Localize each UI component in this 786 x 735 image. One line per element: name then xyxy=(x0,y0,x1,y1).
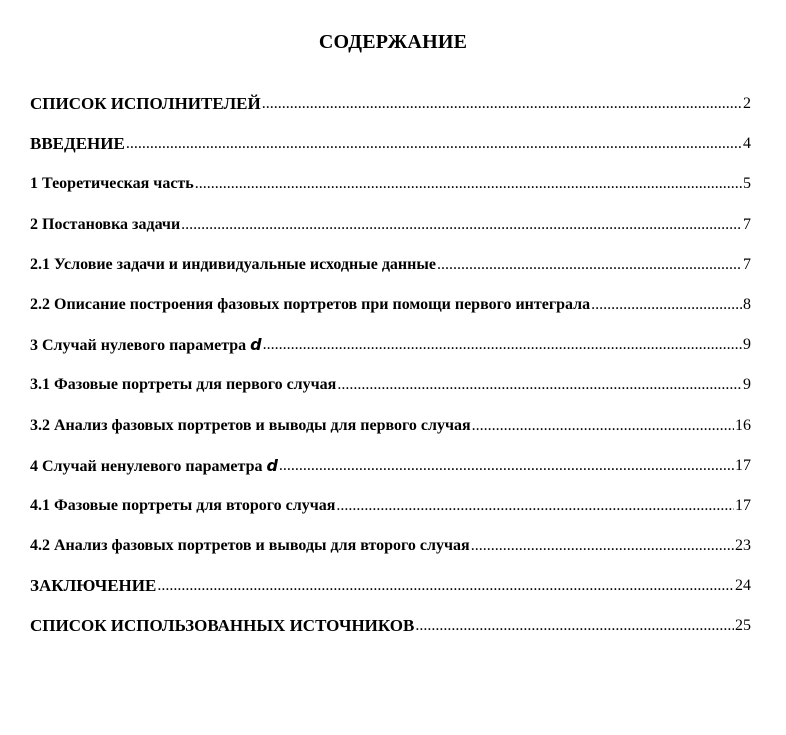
dot-leader xyxy=(472,415,734,437)
toc-page-number: 23 xyxy=(735,537,751,555)
page-title: СОДЕРЖАНИЕ xyxy=(318,31,468,53)
toc-page-number: 17 xyxy=(735,456,751,474)
toc-page-number: 7 xyxy=(743,215,751,233)
toc-entry-label: 3 Случай нулевого параметра d xyxy=(30,335,262,355)
toc-entry-4-1[interactable] xyxy=(30,495,751,535)
toc-entry-references[interactable] xyxy=(30,615,751,655)
toc-entry-label: 3.2 Анализ фазовых портретов и выводы для первого случая xyxy=(30,416,471,434)
dot-leader xyxy=(181,214,742,236)
toc-page-number: 8 xyxy=(743,295,751,313)
toc-page-number: 24 xyxy=(735,577,751,595)
toc-entry-3-1[interactable] xyxy=(30,374,751,414)
toc-entry-introduction[interactable] xyxy=(30,133,751,173)
toc-page-number: 2 xyxy=(743,95,751,112)
dot-leader xyxy=(437,254,742,276)
toc-entry-theory[interactable] xyxy=(30,173,751,213)
dot-leader xyxy=(336,495,734,517)
toc-entry-2-2[interactable] xyxy=(30,294,751,334)
dot-leader xyxy=(195,173,742,195)
toc-entry-3[interactable] xyxy=(30,334,751,374)
toc-page-number: 9 xyxy=(743,376,751,394)
dot-leader xyxy=(279,455,734,477)
toc-page-number: 25 xyxy=(735,617,751,635)
toc-entry-label: 2.1 Условие задачи и индивидуальные исходные данные xyxy=(30,255,436,273)
toc-entry-label: ЗАКЛЮЧЕНИЕ xyxy=(30,576,157,596)
dot-leader xyxy=(471,535,734,557)
dot-leader xyxy=(337,374,742,396)
toc-entry-label: 4 Случай ненулевого параметра d xyxy=(30,455,278,475)
toc-page-number: 16 xyxy=(735,416,751,434)
toc-entry-3-2[interactable] xyxy=(30,415,751,455)
toc-entry-label: СПИСОК ИСПОЛЬЗОВАННЫХ ИСТОЧНИКОВ xyxy=(30,616,415,636)
dot-leader xyxy=(262,93,742,115)
toc-entry-label: 2.2 Описание построения фазовых портретов при помощи первого интеграла xyxy=(30,295,591,313)
toc-entry-4-2[interactable] xyxy=(30,535,751,575)
dot-leader xyxy=(263,334,742,356)
toc-entry-label: ВВЕДЕНИЕ xyxy=(30,134,125,154)
parameter-symbol: d xyxy=(250,335,262,355)
toc-entry-label: 1 Теоретическая часть xyxy=(30,175,194,193)
toc-page-number: 9 xyxy=(743,336,751,354)
dot-leader xyxy=(591,294,742,316)
toc-entry-authors[interactable] xyxy=(30,93,751,133)
toc-entry-4[interactable] xyxy=(30,455,751,495)
toc-entry-label: 4.1 Фазовые портреты для второго случая xyxy=(30,496,336,514)
dot-leader xyxy=(415,615,734,637)
toc-entry-label: 4.2 Анализ фазовых портретов и выводы для второго случая xyxy=(30,537,470,555)
toc-page-number: 7 xyxy=(743,255,751,273)
toc-entry-conclusion[interactable] xyxy=(30,575,751,615)
dot-leader xyxy=(126,133,742,155)
toc-entry-label: 2 Постановка задачи xyxy=(30,215,181,233)
parameter-symbol: d xyxy=(266,455,278,475)
dot-leader xyxy=(157,575,734,597)
toc-page-number: 5 xyxy=(743,175,751,193)
toc-entry-problem-statement[interactable] xyxy=(30,214,751,254)
toc-entry-label: СПИСОК ИСПОЛНИТЕЛЕЙ xyxy=(30,94,261,113)
table-of-contents xyxy=(30,93,751,656)
toc-page-number: 4 xyxy=(743,135,751,153)
toc-page-number: 17 xyxy=(735,496,751,514)
toc-entry-label: 3.1 Фазовые портреты для первого случая xyxy=(30,376,337,394)
toc-entry-2-1[interactable] xyxy=(30,254,751,294)
